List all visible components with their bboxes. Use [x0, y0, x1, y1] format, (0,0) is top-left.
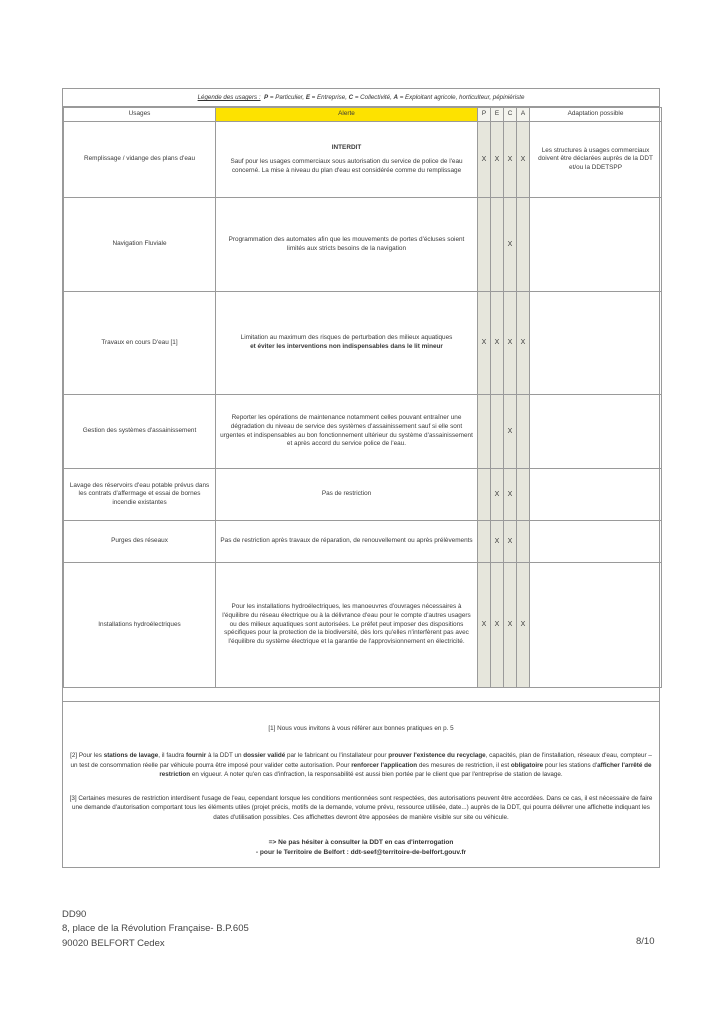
table-row	[64, 122, 662, 198]
alerte-cell	[216, 395, 478, 469]
mark-c: X	[504, 521, 517, 563]
legend-line	[63, 89, 659, 107]
legend-code-a: A	[393, 94, 398, 101]
alerte-cell	[216, 469, 478, 521]
adaptation-cell	[530, 563, 662, 688]
page-footer	[62, 908, 249, 951]
alerte-text: Reporter les opérations de maintenance notamment celles pouvant entraîner une dégradation du niveau de service des systèmes d'assainissement sauf si elle sont urgentes et indispensables au bon fonctionnement ultérieur du système d'assainissement et après accord du service police de l'eau.	[220, 414, 473, 448]
mark-a	[517, 469, 530, 521]
table-row	[64, 292, 662, 395]
mark-a	[517, 521, 530, 563]
note-3: [3] Certaines mesures de restriction interdisent l'usage de l'eau, cependant lorsque les conditions mentionnées sont respectées, des autorisations peuvent être accordées. Dans ce cas, il est nécessaire de faire une demande d'autorisation comportant tous les éléments utiles (projet précis, motifs de la demande, volume prévu, ressource utilisée, date...) auprès de la DDT, qui pourra délivrer une affichette indiquant les dates d'utilisation possibles. Ces affichettes devront être apposées de manière visible sur site ou véhicule.	[69, 794, 653, 821]
table-row	[64, 395, 662, 469]
mark-p	[478, 469, 491, 521]
usage-cell: Navigation Fluviale	[64, 198, 216, 292]
usage-cell: Lavage des réservoirs d'eau potable prévus dans les contrats d'affermage et essai de bornes incendie existantes	[64, 469, 216, 521]
usage-cell: Travaux en cours D'eau [1]	[64, 292, 216, 395]
mark-e: X	[491, 292, 504, 395]
alerte-cell	[216, 122, 478, 198]
alerte-cell	[216, 521, 478, 563]
legend-text-a: = Exploitant agricole, horticulteur, pépiniériste	[398, 94, 525, 101]
mark-p: X	[478, 122, 491, 198]
legend-text-p: = Particulier,	[268, 94, 306, 101]
usage-cell: Installations hydroélectriques	[64, 563, 216, 688]
mark-c: X	[504, 122, 517, 198]
alerte-title: INTERDIT	[331, 143, 362, 151]
legend-code-e: E	[305, 94, 310, 101]
mark-a	[517, 395, 530, 469]
mark-a: X	[517, 563, 530, 688]
adaptation-cell	[530, 198, 662, 292]
legend-text-e: = Entreprise,	[309, 94, 349, 101]
mark-c: X	[504, 395, 517, 469]
header-e: E	[491, 108, 504, 122]
usage-cell: Gestion des systèmes d'assainissement	[64, 395, 216, 469]
alerte-text: Pas de restriction après travaux de réparation, de renouvellement ou après prélèvements	[220, 537, 473, 545]
header-p: P	[478, 108, 491, 122]
usage-cell: Remplissage / vidange des plans d'eau	[64, 122, 216, 198]
alerte-text: Sauf pour les usages commerciaux sous autorisation du service de police de l'eau concerné. La mise à niveau du plan d'eau est considérée comme du remplissage	[230, 158, 463, 174]
table-row	[64, 198, 662, 292]
legend-text-c: = Collectivité,	[353, 94, 394, 101]
mark-p	[478, 521, 491, 563]
alerte-cell	[216, 292, 478, 395]
alerte-cell	[216, 563, 478, 688]
mark-e: X	[491, 563, 504, 688]
contact-line-2: - pour le Territoire de Belfort : ddt-seef@territoire-de-belfort.gouv.fr	[255, 848, 467, 856]
adaptation-cell	[530, 292, 662, 395]
header-usages: Usages	[64, 108, 216, 122]
footer-address: 8, place de la Révolution Française- B.P.605	[62, 923, 249, 935]
mark-p	[478, 198, 491, 292]
table-row	[64, 521, 662, 563]
mark-p: X	[478, 563, 491, 688]
header-a: A	[517, 108, 530, 122]
mark-e: X	[491, 469, 504, 521]
usage-cell: Purges des réseaux	[64, 521, 216, 563]
page-number: 8/10	[636, 936, 655, 947]
adaptation-cell	[530, 521, 662, 563]
footnotes	[63, 701, 659, 867]
header-alerte: Alerte	[216, 108, 478, 122]
mark-c: X	[504, 469, 517, 521]
mark-a: X	[517, 122, 530, 198]
legend-code-p: P	[264, 94, 269, 101]
adaptation-cell: Les structures à usages commerciaux doivent être déclarées auprès de la DDT et/ou la DDETSPP	[530, 122, 662, 198]
adaptation-cell	[530, 469, 662, 521]
alerte-cell	[216, 198, 478, 292]
footer-org: DD90	[62, 909, 87, 920]
adaptation-cell	[530, 395, 662, 469]
contact-line-1: => Ne pas hésiter à consulter la DDT en cas d'interrogation	[268, 839, 454, 847]
mark-p: X	[478, 292, 491, 395]
alerte-bold-text: et éviter les interventions non indispensables dans le lit mineur	[250, 343, 443, 350]
mark-a: X	[517, 292, 530, 395]
note-1: [1] Nous vous invitons à vous référer aux bonnes pratiques en p. 5	[268, 725, 454, 732]
mark-p	[478, 395, 491, 469]
mark-c: X	[504, 563, 517, 688]
mark-e: X	[491, 521, 504, 563]
note-2: [2] Pour les stations de lavage, il faudra fournir à la DDT un dossier validé par le fabricant ou l'installateur pour prouver l'existence du recyclage, capacités, plan de l'installation, réseaux d'eau, compteur – un test de consommation réelle par véhicule pourra être imposé pour valider cette autorisation. Pour renforcer l'application des mesures de restriction, il est obligatoire pour les stations d'afficher l'arrêté de restriction en vigueur. A noter qu'en cas d'infraction, la responsabilité est aussi bien portée par le client que par l'entreprise de station de lavage.	[70, 752, 652, 779]
header-adaptation: Adaptation possible	[530, 108, 662, 122]
table-row	[64, 563, 662, 688]
mark-c: X	[504, 198, 517, 292]
alerte-text: Limitation au maximum des risques de perturbation des milieux aquatiques	[240, 334, 453, 342]
table-header-row	[64, 108, 662, 122]
mark-e	[491, 395, 504, 469]
usages-table	[63, 107, 662, 688]
footer-city: 90020 BELFORT Cedex	[62, 937, 165, 949]
alerte-text: Pour les installations hydroélectriques, les manoeuvres d'ouvrages nécessaires à l'équilibre du réseau électrique ou à la délivrance d'eau pour le compte d'autres usagers ou des milieux aquatiques sont autorisées. Le préfet peut imposer des dispositions spécifiques pour la protection de la biodiversité, dès lors qu'elles n'interfèrent pas avec l'équilibre du système électrique et la garantie de l'approvisionnement en électricité.	[222, 603, 471, 645]
table-row	[64, 469, 662, 521]
mark-e: X	[491, 122, 504, 198]
legend-code-c: C	[348, 94, 354, 101]
mark-a	[517, 198, 530, 292]
mark-e	[491, 198, 504, 292]
alerte-text: Pas de restriction	[321, 490, 372, 498]
header-c: C	[504, 108, 517, 122]
mark-c: X	[504, 292, 517, 395]
restriction-table-frame	[62, 88, 660, 868]
alerte-text: Programmation des automates afin que les mouvements de portes d'écluses soient limités aux stricts besoins de la navigation	[228, 235, 465, 252]
legend-label: Légende des usagers :	[197, 94, 261, 101]
